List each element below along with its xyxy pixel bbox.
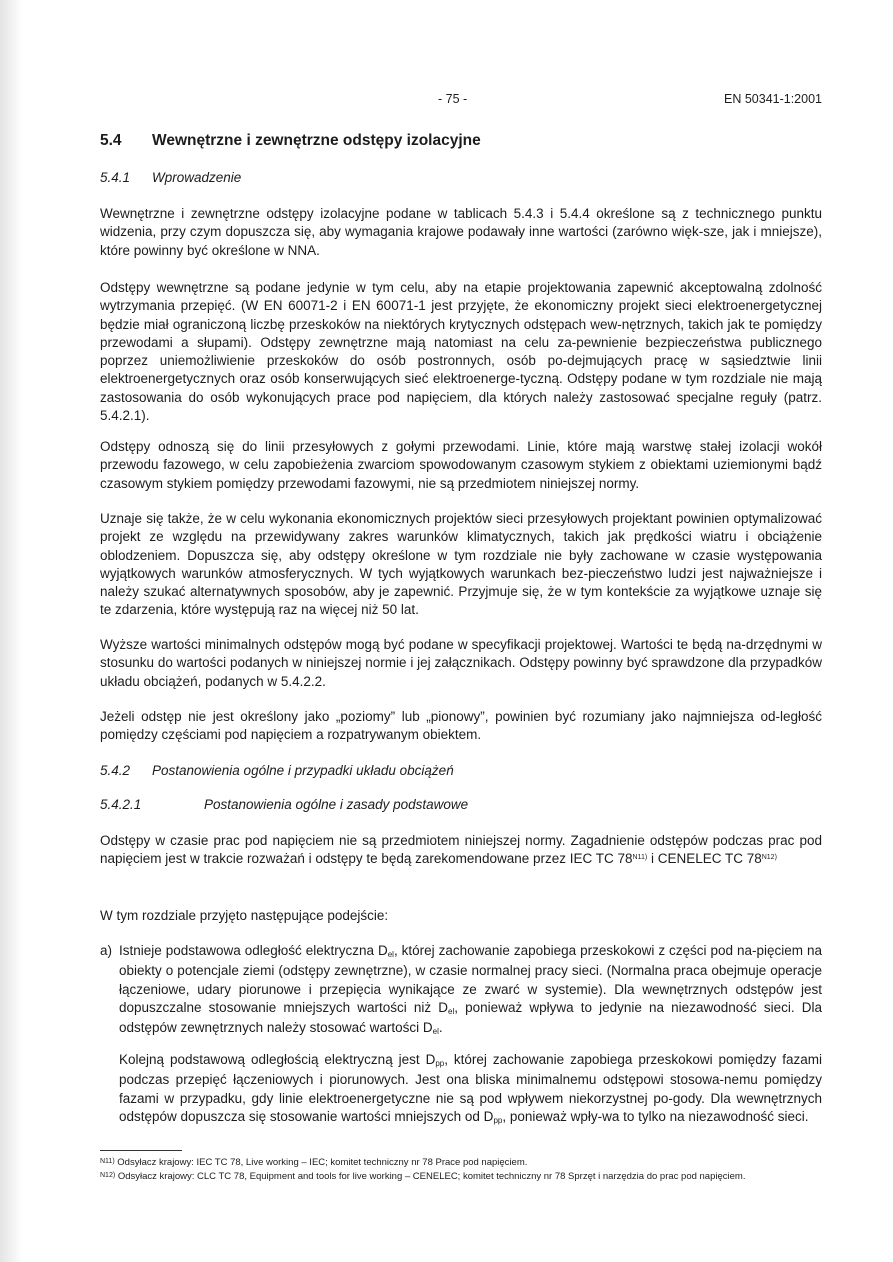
item-a-sub-3: el	[432, 1027, 439, 1037]
subsection-number: 5.4.1	[100, 170, 131, 185]
subsection-heading-5-4-2	[100, 763, 454, 778]
subsection-number: 5.4.2.1	[100, 797, 142, 812]
paragraph-7	[100, 832, 822, 869]
item-a-text-2: , której zachowanie zapobiega przeskokowi z części pod na-pięciem na obiekty o potencjale ziemi (odstępy zewnętrzne), w czasie normalnej pracy sieci. (Normalna praca obejmuje operacje łączeniowe, udary piorunowe i przepięcia wynikające ze zwarć w systemie). Dla wewnętrznych odstępów jest dopuszczalne stosowanie mniejszych wartości niż D	[119, 943, 822, 1015]
paragraph-8: W tym rozdziale przyjęto następujące podejście:	[100, 908, 389, 923]
item-a-sub-1: el	[387, 950, 394, 959]
footnote-mark: N12)	[100, 1172, 116, 1179]
subsection-number: 5.4.2	[100, 763, 131, 778]
subsection-heading-5-4-2-1	[100, 797, 468, 812]
section-number: 5.4	[100, 132, 122, 149]
item-a2-sub-1: pp	[435, 1059, 445, 1068]
footnote-mark: N11)	[100, 1158, 115, 1165]
item-a-sub-2: el	[448, 1006, 455, 1016]
paragraph-3: Odstępy odnoszą się do linii przesyłowych z gołymi przewodami. Linie, które mają warstwę stałej izolacji wokół przewodu fazowego, w celu zapobieżenia zwarciom spowodowanym czasowym stykiem z obiektami uziemionymi bądź czasowym stykiem pomiędzy przewodami fazowymi, nie są przedmiotem niniejszej normy.	[100, 439, 822, 491]
paragraph-6: Jeżeli odstęp nie jest określony jako „poziomy” lub „pionowy”, powinien być rozumiany jako najmniejsza od-ległość pomiędzy częściami pod napięciem a rozpatrywanym obiektem.	[100, 709, 822, 743]
paragraph-5: Wyższe wartości minimalnych odstępów mogą być podane w specyfikacji projektowej. Wartości te będą na-drzędnymi w stosunku do wartości podanych w niniejszej normie i jej załącznikach. Odstępy powinny być sprawdzone dla przypadków układu obciążeń, podanych w 5.4.2.2.	[100, 637, 822, 689]
item-a2-sub-2: pp	[493, 1115, 503, 1125]
subsection-title: Postanowienia ogólne i przypadki układu obciążeń	[152, 763, 454, 778]
section-heading-5-4	[100, 132, 481, 150]
page-number: - 75 -	[438, 92, 468, 106]
paragraph-1: Wewnętrzne i zewnętrzne odstępy izolacyjne podane w tablicach 5.4.3 i 5.4.4 określone są z technicznego punktu widzenia, przy czym dopuszcza się, aby wymagania krajowe podawały inne wartości (zarówno więk-sze, jak i mniejsze), które powinny być określone w NNA.	[100, 206, 822, 258]
footnote-n12	[100, 1170, 822, 1183]
footnote-text: Odsyłacz krajowy: IEC TC 78, Live working – IEC; komitet techniczny nr 78 Prace pod napięciem.	[114, 1157, 528, 1168]
subsection-heading-5-4-1	[100, 170, 241, 185]
subsection-title: Postanowienia ogólne i zasady podstawowe	[204, 797, 469, 812]
list-item-label-a: a)	[100, 943, 113, 958]
list-item-a	[119, 942, 822, 1039]
footnote-separator	[100, 1150, 182, 1151]
footnote-text: Odsyłacz krajowy: CLC TC 78, Equipment and tools for live working – CENELEC; komitet techniczny nr 78 Sprzęt i narzędzia do prac pod napięciem.	[115, 1171, 746, 1182]
item-a-text-3: , ponieważ wpływa to jedynie na niezawodność sieci. Dla odstępów zewnętrznych należy stosować wartości D	[119, 999, 823, 1036]
list-item-a-continuation	[119, 1051, 822, 1128]
footnote-ref-n11[interactable]: N11)	[632, 854, 648, 862]
paragraph-4: Uznaje się także, że w celu wykonania ekonomicznych projektów sieci przesyłowych projektant powinien optymalizować projekt ze względu na przewidywany zakres warunków klimatycznych, takich jak prędkości wiatru i obciążenie oblodzeniem. Dopuszcza się, aby odstępy określone w tym rozdziale nie były zachowane w czasie występowania wyjątkowych warunków atmosferycznych. W tych wyjątkowych warunkach bez-pieczeństwo ludzi jest najważniejsze i należy szukać alternatywnych sposobów, aby je zapewnić. Przyjmuje się, że w tym kontekście za wyjątkowe uznaje się te zdarzenia, które występują raz na więcej niż 50 lat.	[100, 511, 822, 618]
standard-id: EN 50341-1:2001	[724, 92, 822, 106]
item-a-text-4: .	[438, 1020, 443, 1036]
footnote-n11	[100, 1156, 822, 1169]
footnote-ref-n12[interactable]: N12)	[761, 854, 777, 862]
section-title: Wewnętrzne i zewnętrzne odstępy izolacyjne	[152, 132, 481, 149]
item-a2-text-1: Kolejną podstawową odległością elektryczną jest D	[119, 1052, 436, 1067]
paragraph-7-middle: i CENELEC TC 78	[647, 851, 762, 867]
item-a2-text-3: , ponieważ wpły-wa to tylko na niezawodność sieci.	[502, 1108, 809, 1124]
paragraph-2: Odstępy wewnętrzne są podane jedynie w tym celu, aby na etapie projektowania zapewnić akceptowalną zdolność wytrzymania przepięć. (W EN 60071-2 i EN 60071-1 jest przyjęte, że ekonomiczny projekt sieci elektroenergetycznej będzie miał ograniczoną liczbę przeskoków na niektórych krytycznych odstępach wew-nętrznych, takich jak te pomiędzy przewodami a słupami). Odstępy zewnętrzne mają natomiast na celu za-pewnienie bezpieczeństwa publicznego poprzez uniemożliwienie przeskoków do osób postronnych, osób po-dejmujących pracę w sąsiedztwie linii elektroenergetycznych oraz osób konserwujących sieć elektroenerge-tyczną. Odstępy podane w tym rozdziale nie mają zastosowania do osób wykonujących prace pod napięciem, dla których należy zastosować specjalne reguły (patrz. 5.4.2.1).	[100, 280, 822, 424]
scan-edge-shadow	[0, 0, 22, 1262]
item-a-text-1: Istnieje podstawowa odległość elektryczna D	[119, 943, 388, 958]
subsection-title: Wprowadzenie	[152, 170, 242, 185]
paragraph-7-text: Odstępy w czasie prac pod napięciem nie są przedmiotem niniejszej normy. Zagadnienie odstępów podczas prac pod napięciem jest w trakcie rozważań i odstępy te będą zarekomendowane przez IEC TC 78	[100, 833, 822, 867]
item-a2-text-2: , której zachowanie zapobiega przeskokowi pomiędzy fazami podczas przepięć łączeniowych i piorunowych. Jest ona bliska minimalnemu odstępowi stosowa-nemu pomiędzy fazami w przypadku, gdy linie elektroenergetyczne nie są pod wpływem niekorzystnej po-gody. Dla wewnętrznych odstępów dopuszcza się stosowanie wartości mniejszych od D	[119, 1052, 823, 1124]
